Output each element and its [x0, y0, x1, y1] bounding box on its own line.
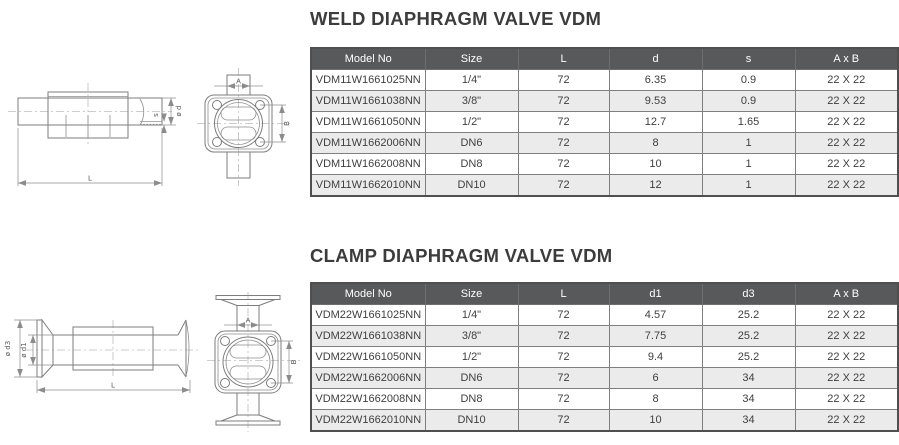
table-cell: 25.2	[702, 305, 795, 326]
table-cell: 10	[609, 154, 702, 175]
column-header: Size	[425, 48, 518, 70]
table-cell: 72	[518, 389, 609, 410]
table-cell: VDM22W1661050NN	[311, 347, 425, 368]
table-cell: VDM11W1661038NN	[311, 91, 425, 112]
table-cell: 22 X 22	[795, 389, 898, 410]
table-row	[311, 133, 898, 154]
table-cell: 72	[518, 326, 609, 347]
weld-dim-label-A: A	[236, 77, 241, 86]
table-cell: 25.2	[702, 326, 795, 347]
table-cell: 72	[518, 175, 609, 197]
table-cell: 1/4"	[425, 305, 518, 326]
column-header: L	[518, 48, 609, 70]
table-cell: 22 X 22	[795, 70, 898, 91]
weld-side-view	[8, 83, 172, 147]
table-cell: 3/8"	[425, 91, 518, 112]
table-cell: 0.9	[702, 91, 795, 112]
table-cell: 22 X 22	[795, 305, 898, 326]
table-cell: DN8	[425, 389, 518, 410]
table-cell: 1.65	[702, 112, 795, 133]
column-header: A x B	[795, 48, 898, 70]
table-cell: 25.2	[702, 347, 795, 368]
table-cell: DN8	[425, 154, 518, 175]
table-row	[311, 347, 898, 368]
column-header: d1	[609, 283, 702, 305]
table-cell: 0.9	[702, 70, 795, 91]
column-header: Model No	[311, 48, 425, 70]
table-cell: 22 X 22	[795, 347, 898, 368]
column-header: Size	[425, 283, 518, 305]
table-row	[311, 410, 898, 432]
weld-dim-label-s: s	[152, 113, 160, 117]
table-cell: VDM11W1661050NN	[311, 112, 425, 133]
table-cell: 1/2"	[425, 347, 518, 368]
table-cell: 1	[702, 154, 795, 175]
clamp-dim-label-d1: ø d1	[20, 342, 28, 358]
table-cell: DN6	[425, 368, 518, 389]
column-header: d3	[702, 283, 795, 305]
table-cell: 12	[609, 175, 702, 197]
table-row	[311, 175, 898, 197]
table-cell: 22 X 22	[795, 175, 898, 197]
column-header: d	[609, 48, 702, 70]
table-cell: DN10	[425, 410, 518, 432]
column-header: L	[518, 283, 609, 305]
weld-valve-technical-drawing	[0, 55, 310, 205]
table-cell: 72	[518, 410, 609, 432]
table-cell: 9.4	[609, 347, 702, 368]
table-row	[311, 91, 898, 112]
column-header: s	[702, 48, 795, 70]
table-cell: 34	[702, 389, 795, 410]
clamp-spec-table	[310, 282, 899, 432]
clamp-front-dimensions	[224, 317, 298, 384]
table-cell: VDM22W1662006NN	[311, 368, 425, 389]
table-cell: 22 X 22	[795, 112, 898, 133]
table-cell: 72	[518, 305, 609, 326]
table-cell: 72	[518, 112, 609, 133]
table-cell: VDM11W1661025NN	[311, 70, 425, 91]
table-cell: 7.75	[609, 326, 702, 347]
table-row	[311, 154, 898, 175]
table-cell: 3/8"	[425, 326, 518, 347]
weld-spec-table	[310, 47, 899, 197]
table-cell: 22 X 22	[795, 368, 898, 389]
table-cell: 34	[702, 368, 795, 389]
table-cell: 72	[518, 91, 609, 112]
table-cell: VDM11W1662008NN	[311, 154, 425, 175]
table-row	[311, 326, 898, 347]
table-cell: 34	[702, 410, 795, 432]
clamp-dim-label-d3: ø d3	[4, 340, 12, 357]
clamp-front-view	[207, 292, 301, 432]
table-cell: 72	[518, 70, 609, 91]
column-header: A x B	[795, 283, 898, 305]
table-cell: VDM22W1662010NN	[311, 410, 425, 432]
table-row	[311, 112, 898, 133]
table-cell: DN6	[425, 133, 518, 154]
header-row	[311, 48, 898, 70]
table-cell: VDM11W1662006NN	[311, 133, 425, 154]
table-cell: 8	[609, 389, 702, 410]
table-row	[311, 305, 898, 326]
table-cell: 72	[518, 133, 609, 154]
table-cell: 1	[702, 133, 795, 154]
clamp-section-title: CLAMP DIAPHRAGM VALVE VDM	[310, 245, 613, 266]
table-cell: 9.53	[609, 91, 702, 112]
table-cell: 22 X 22	[795, 133, 898, 154]
table-row	[311, 70, 898, 91]
column-header: Model No	[311, 283, 425, 305]
weld-front-dimensions	[214, 78, 291, 143]
table-cell: VDM22W1661025NN	[311, 305, 425, 326]
table-cell: 4.57	[609, 305, 702, 326]
table-cell: 22 X 22	[795, 410, 898, 432]
table-cell: 72	[518, 347, 609, 368]
table-cell: 10	[609, 410, 702, 432]
clamp-valve-technical-drawing	[0, 290, 310, 445]
table-cell: 6	[609, 368, 702, 389]
clamp-dim-label-L: L	[111, 381, 115, 390]
header-row	[311, 283, 898, 305]
clamp-dim-label-A: A	[245, 316, 251, 325]
table-cell: 12.7	[609, 112, 702, 133]
table-cell: 1/2"	[425, 112, 518, 133]
table-cell: 22 X 22	[795, 91, 898, 112]
table-cell: DN10	[425, 175, 518, 197]
weld-dim-label-B: B	[283, 121, 291, 126]
table-cell: 22 X 22	[795, 154, 898, 175]
table-row	[311, 389, 898, 410]
weld-section-title: WELD DIAPHRAGM VALVE VDM	[310, 8, 602, 29]
clamp-side-view	[25, 320, 200, 378]
table-cell: 8	[609, 133, 702, 154]
table-cell: 1/4"	[425, 70, 518, 91]
weld-dim-label-d: ø d	[175, 105, 183, 117]
table-cell: VDM22W1661038NN	[311, 326, 425, 347]
table-cell: 72	[518, 154, 609, 175]
clamp-dim-label-B: B	[290, 359, 298, 365]
weld-dim-label-L: L	[88, 174, 92, 183]
table-cell: 6.35	[609, 70, 702, 91]
table-cell: 72	[518, 368, 609, 389]
table-cell: 1	[702, 175, 795, 197]
table-cell: VDM22W1662008NN	[311, 389, 425, 410]
table-row	[311, 368, 898, 389]
table-cell: VDM11W1662010NN	[311, 175, 425, 197]
table-cell: 22 X 22	[795, 326, 898, 347]
clamp-side-dimensions	[4, 320, 190, 393]
